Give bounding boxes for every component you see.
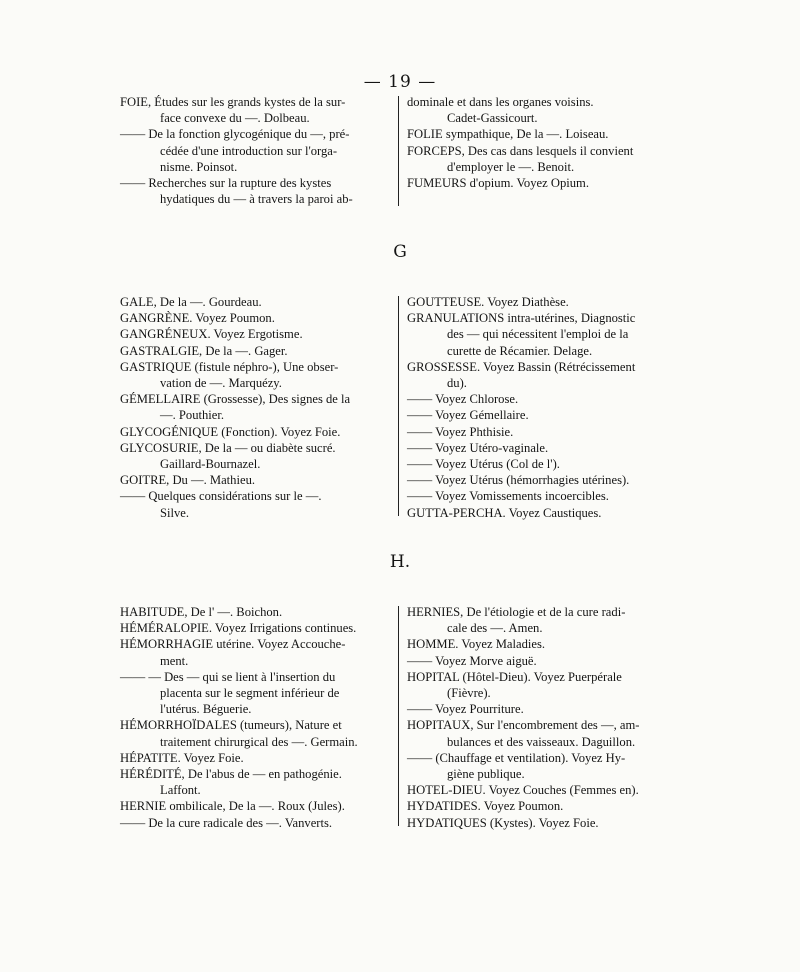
entry-heading-line: HYDATIQUES (Kystes). Voyez Foie. bbox=[407, 815, 599, 830]
index-entry bbox=[120, 766, 390, 798]
entry-heading-line: —— — Des — qui se lient à l'insertion du bbox=[120, 669, 336, 684]
column-divider bbox=[398, 296, 399, 516]
index-entry bbox=[120, 636, 390, 668]
entry-continuation-line: d'employer le —. Benoit. bbox=[447, 159, 575, 174]
index-entry bbox=[120, 126, 390, 175]
entry-continuation-line: Gaillard-Bournazel. bbox=[160, 457, 261, 472]
index-entry bbox=[407, 472, 677, 488]
entry-heading-line: —— Quelques considérations sur le —. bbox=[120, 489, 322, 504]
index-entry bbox=[407, 815, 677, 831]
entry-heading-line: HOPITAL (Hôtel-Dieu). Voyez Puerpérale bbox=[407, 669, 622, 684]
entry-heading-line: GALE, De la —. Gourdeau. bbox=[120, 295, 262, 309]
index-entry bbox=[120, 472, 390, 488]
entry-heading-line: —— Voyez Pourriture. bbox=[407, 702, 524, 717]
index-entry bbox=[407, 440, 677, 456]
entry-heading-line: —— Voyez Vomissements incoercibles. bbox=[407, 489, 609, 504]
entry-heading-line: FUMEURS d'opium. Voyez Opium. bbox=[407, 176, 589, 191]
entry-continuation-line: Cadet-Gassicourt. bbox=[447, 111, 538, 126]
entry-heading-line: —— Voyez Chlorose. bbox=[407, 392, 519, 407]
entry-heading-line: GANGRÉNEUX. Voyez Ergotisme. bbox=[120, 327, 303, 342]
entry-heading-line: FORCEPS, Des cas dans lesquels il convient bbox=[407, 143, 634, 158]
entry-heading-line: GANGRÈNE. Voyez Poumon. bbox=[120, 311, 275, 326]
column-f-right bbox=[407, 94, 677, 191]
entry-heading-line: HERNIES, De l'étiologie et de la cure radi- bbox=[407, 605, 626, 619]
entry-heading-line: —— Recherches sur la rupture des kystes bbox=[120, 176, 332, 191]
entry-heading-line: GASTRALGIE, De la —. Gager. bbox=[120, 343, 288, 358]
entry-heading-line: HERNIE ombilicale, De la —. Roux (Jules). bbox=[120, 799, 345, 814]
entry-heading-line: HYDATIDES. Voyez Poumon. bbox=[407, 799, 564, 814]
column-g-right bbox=[407, 294, 677, 521]
entry-heading-line: —— De la cure radicale des —. Vanverts. bbox=[120, 815, 333, 830]
index-entry bbox=[407, 407, 677, 423]
index-entry bbox=[407, 505, 677, 521]
entry-continuation-line: giène publique. bbox=[447, 767, 525, 782]
entry-heading-line: dominale et dans les organes voisins. bbox=[407, 95, 594, 109]
entry-heading-line: GOUTTEUSE. Voyez Diathèse. bbox=[407, 295, 569, 309]
index-entry bbox=[120, 798, 390, 814]
entry-continuation-line: ment. bbox=[160, 653, 189, 668]
entry-heading-line: GOITRE, Du —. Mathieu. bbox=[120, 473, 256, 488]
entry-heading-line: GÉMELLAIRE (Grossesse), Des signes de la bbox=[120, 392, 351, 407]
index-entry bbox=[407, 636, 677, 652]
column-f-left bbox=[120, 94, 390, 207]
entry-heading-line: HÉMORRHOÏDALES (tumeurs), Nature et bbox=[120, 718, 342, 733]
index-entry bbox=[120, 440, 390, 472]
index-entry bbox=[407, 653, 677, 669]
index-entry bbox=[407, 604, 677, 636]
entry-heading-line: HOTEL-DIEU. Voyez Couches (Femmes en). bbox=[407, 783, 639, 798]
index-entry bbox=[407, 488, 677, 504]
index-entry bbox=[120, 604, 390, 620]
entry-continuation-line: —. Pouthier. bbox=[160, 408, 225, 423]
column-divider bbox=[398, 96, 399, 206]
entry-continuation-line: des — qui nécessitent l'emploi de la bbox=[447, 327, 629, 342]
index-entry bbox=[120, 94, 390, 126]
index-entry bbox=[120, 424, 390, 440]
entry-heading-line: —— Voyez Morve aiguë. bbox=[407, 653, 537, 668]
index-entry bbox=[120, 359, 390, 391]
entry-heading-line: —— Voyez Gémellaire. bbox=[407, 408, 529, 423]
column-g-left bbox=[120, 294, 390, 521]
entry-heading-line: GLYCOSURIE, De la — ou diabète sucré. bbox=[120, 440, 336, 455]
entry-continuation-line: vation de —. Marquézy. bbox=[160, 376, 282, 391]
entry-heading-line: —— De la fonction glycogénique du —, pré- bbox=[120, 127, 350, 142]
entry-continuation-line: du). bbox=[447, 376, 467, 391]
index-entry bbox=[407, 359, 677, 391]
index-entry bbox=[120, 620, 390, 636]
index-entry bbox=[120, 750, 390, 766]
index-entry bbox=[407, 798, 677, 814]
index-entry bbox=[407, 717, 677, 749]
entry-heading-line: —— Voyez Utérus (hémorrhagies utérines). bbox=[407, 473, 630, 488]
entry-heading-line: HÉMÉRALOPIE. Voyez Irrigations continues. bbox=[120, 621, 357, 636]
entry-continuation-line: bulances et des vaisseaux. Daguillon. bbox=[447, 734, 636, 749]
index-entry bbox=[407, 294, 677, 310]
index-entry bbox=[407, 94, 677, 126]
index-entry bbox=[407, 782, 677, 798]
entry-continuation-line: Silve. bbox=[160, 505, 190, 520]
entry-heading-line: FOIE, Études sur les grands kystes de la sur- bbox=[120, 95, 346, 109]
entry-heading-line: HÉMORRHAGIE utérine. Voyez Accouche- bbox=[120, 637, 346, 652]
index-entry bbox=[407, 701, 677, 717]
index-entry bbox=[407, 391, 677, 407]
index-entry bbox=[120, 717, 390, 749]
index-entry bbox=[407, 669, 677, 701]
index-entry bbox=[120, 175, 390, 207]
entry-continuation-line: nisme. Poinsot. bbox=[160, 159, 238, 174]
entry-continuation-line: curette de Récamier. Delage. bbox=[447, 343, 593, 358]
entry-heading-line: HOPITAUX, Sur l'encombrement des —, am- bbox=[407, 718, 640, 733]
entry-continuation-line: face convexe du —. Dolbeau. bbox=[160, 111, 310, 126]
entry-heading-line: HÉPATITE. Voyez Foie. bbox=[120, 750, 244, 765]
entry-continuation-line: cale des —. Amen. bbox=[447, 621, 543, 636]
index-entry bbox=[407, 310, 677, 359]
index-entry bbox=[407, 424, 677, 440]
entry-continuation-line: placenta sur le segment inférieur de bbox=[160, 686, 340, 701]
entry-heading-line: HÉRÉDITÉ, De l'abus de — en pathogénie. bbox=[120, 767, 342, 782]
entry-heading-line: GROSSESSE. Voyez Bassin (Rétrécissement bbox=[407, 359, 636, 374]
entry-heading-line: —— (Chauffage et ventilation). Voyez Hy- bbox=[407, 750, 626, 765]
index-entry bbox=[120, 326, 390, 342]
index-entry bbox=[120, 669, 390, 718]
index-entry bbox=[120, 294, 390, 310]
index-entry bbox=[120, 343, 390, 359]
entry-continuation-line: Laffont. bbox=[160, 783, 201, 798]
entry-continuation-line: cédée d'une introduction sur l'orga- bbox=[160, 143, 338, 158]
entry-heading-line: FOLIE sympathique, De la —. Loiseau. bbox=[407, 127, 609, 142]
section-letter-g: G bbox=[393, 242, 407, 262]
column-h-left bbox=[120, 604, 390, 831]
column-divider bbox=[398, 606, 399, 826]
index-entry bbox=[407, 143, 677, 175]
index-entry bbox=[407, 456, 677, 472]
page-number: — 19 — bbox=[363, 72, 437, 92]
entry-heading-line: GLYCOGÉNIQUE (Fonction). Voyez Foie. bbox=[120, 424, 341, 439]
section-letter-h: H. bbox=[389, 552, 411, 572]
index-entry bbox=[120, 391, 390, 423]
entry-heading-line: GRANULATIONS intra-utérines, Diagnostic bbox=[407, 311, 636, 326]
entry-heading-line: GASTRIQUE (fistule néphro-), Une obser- bbox=[120, 359, 339, 374]
index-entry bbox=[120, 488, 390, 520]
column-h-right bbox=[407, 604, 677, 831]
entry-heading-line: GUTTA-PERCHA. Voyez Caustiques. bbox=[407, 505, 602, 520]
entry-heading-line: —— Voyez Utérus (Col de l'). bbox=[407, 457, 560, 472]
index-entry bbox=[407, 126, 677, 142]
entry-heading-line: —— Voyez Phthisie. bbox=[407, 424, 514, 439]
entry-continuation-line: traitement chirurgical des —. Germain. bbox=[160, 734, 358, 749]
entry-heading-line: HOMME. Voyez Maladies. bbox=[407, 637, 546, 652]
index-entry bbox=[407, 750, 677, 782]
entry-heading-line: HABITUDE, De l' —. Boichon. bbox=[120, 605, 283, 619]
index-entry bbox=[407, 175, 677, 191]
entry-continuation-line: l'utérus. Béguerie. bbox=[160, 702, 252, 717]
index-entry bbox=[120, 815, 390, 831]
index-entry bbox=[120, 310, 390, 326]
entry-continuation-line: hydatiques du — à travers la paroi ab- bbox=[160, 192, 353, 207]
entry-continuation-line: (Fièvre). bbox=[447, 686, 491, 701]
entry-heading-line: —— Voyez Utéro-vaginale. bbox=[407, 440, 549, 455]
